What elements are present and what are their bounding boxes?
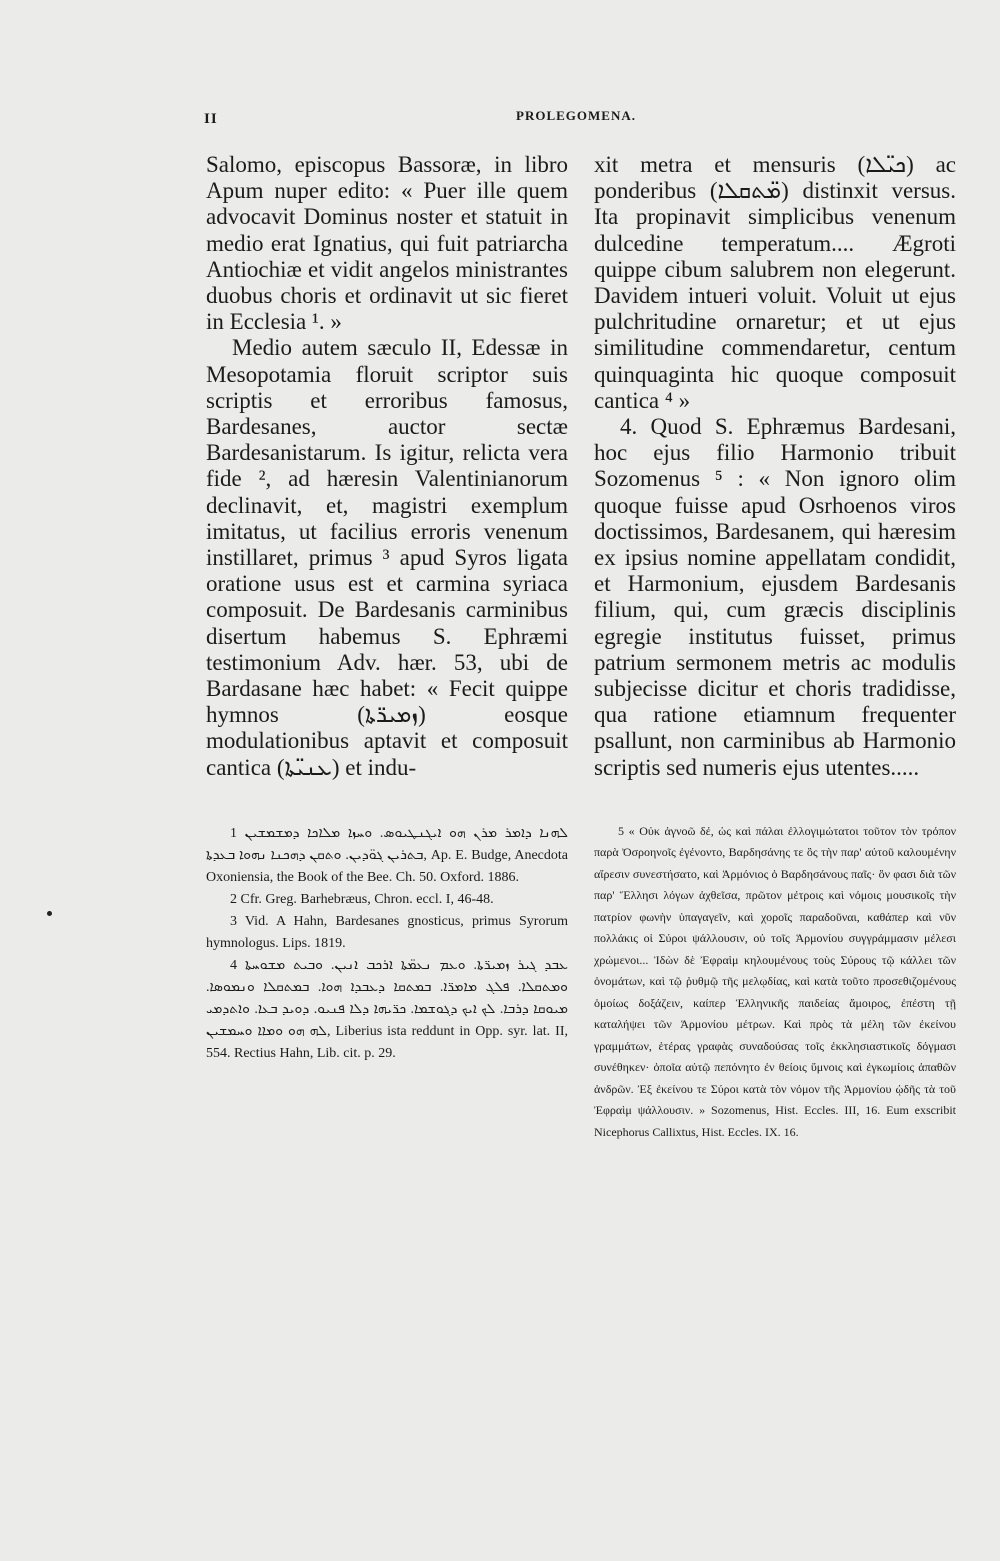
footnote-5: 5 « Οὐκ ἀγνοῶ δέ, ὡς καὶ πάλαι ἐλλογιμώτατοι τοῦτον τὸν τρόπον παρὰ Ὀσροηνοῖς ἐγένοντο, Βαρδησάνης τε ὃς τὴν παρ' αὐτοῦ καλουμένην αἵρεσιν συνεστήσατο, καὶ Ἁρμόνιος ὁ Βαρδησάνους παῖς· ὃν φασι διὰ τῶν παρ' Ἕλλησι λόγων ἀχθεῖσα, πρῶτον μέτροις καὶ νόμοις μουσικοῖς τὴν πατρίον φωνὴν ὑπαγαγεῖν, καὶ χοροῖς παραδοῦναι, καθάπερ καὶ νῦν πολλάκις οἱ Σύροι ψάλλουσιν, οὐ τοῖς Ἁρμονίου συγγράμμασιν μέλεσι χρώμενοι... Ἰδὼν δὲ Ἐφραὶμ κηλουμένους τοὺς Σύρους τῷ κάλλει τῶν ὀνομάτων, καὶ τῷ ῥυθμῷ τῆς μελῳδίας, καὶ κατὰ τοῦτο προσεθιζομένους ὁμοίως δοξάζειν, καίπερ Ἑλληνικῆς παιδείας ἄμοιρος, ἐπέστη τῇ καταλήψει τῶν Ἁρμονίου μέτρων. Καὶ πρὸς τὰ μέλη τῶν ἐκείνου γραμμάτων, ἑτέρας γραφὰς συναδούσας τοῖς ἐκκλησιαστικοῖς δόγμασι συνέθηκεν· ὁποῖα αὐτῷ πεπόνητο ἐν θείοις ὕμνοις καὶ ἐγκωμίοις ἀπαθῶν ἀνδρῶν. Ἐξ ἐκείνου τε Σύροι κατὰ τὸν νόμον τῆς Ἁρμονίου ᾠδῆς τὰ τοῦ Ἐφραὶμ ψάλλουσιν. » Sozomenus, Hist. Eccles. III, 16. Eum exscribit Nicephorus Callixtus, Hist. Eccles. IX. 16.: [594, 823, 956, 1139]
left-footnotes: [206, 823, 568, 1065]
page-number: II: [204, 111, 218, 127]
paragraph-salomo: Salomo, episcopus Bassoræ, in libro Apum nuper edito: « Puer ille quem advocavit Dominus noster et statuit in medio erat Ignatius, qui fuit patriarcha Antiochiæ et vidit angelos ministrantes duobus choris et ordinavit ut sic fieret in Ecclesia ¹. »: [206, 152, 568, 335]
right-body-text: [594, 152, 956, 781]
left-body-text: [206, 152, 568, 781]
footnote-1: 1 ܠܗܢܐ ܕܐܡܪ ܡܪܢ ܗܘ ܐܝܓܢܛܝܘܣ. ܘܚܙܐ ܡܠܐܟܐ ܕܡܫܡܫܝܢ ܒܬܪܝܢ ܓܘ̈ܕܝܢ. ܘܬܩܢ ܕܗܟܢܐ ܢܗܘܐ ܒܥܕܬܐ, Ap. E. Budge, Anecdota Oxoniensia, the Book of the Bee. Ch. 50. Oxford. 1886.: [206, 825, 569, 885]
ink-speck: [47, 911, 52, 916]
left-column: [206, 152, 568, 1065]
paragraph-section-4: 4. Quod S. Ephræmus Bardesani, hoc ejus filio Harmonio tribuit Sozomenus ⁵ : « Non ignoro olim quoque fuisse apud Osrhoenos viros doctissimos, Bardesanem, qui hæresim ex ipsius nomine appellatam condidit, et Harmonium, ejusdem Bardesanis filium, qui, cum græcis disciplinis egregie institutus fuisset, primus patrium sermonem metris ac modulis subjecisse dicitur et choris tradidisse, qua ratione etiamnum frequenter psallunt, non carminibus ab Harmonio scriptis sed numeris ejus utentes.....: [594, 414, 956, 780]
right-footnotes: [594, 821, 956, 1144]
footnote-2: 2 Cfr. Greg. Barhebræus, Chron. eccl. I, 46-48.: [230, 891, 494, 907]
right-column: [594, 152, 956, 1143]
footnote-4: 4 ܥܒܕ ܓܝܪ ܙܡܝܪ̈ܬܐ. ܘܥܡ ܢܥܡ̈ܬܐ ܐܪܟܒ ܐܢܝܢ. ܘܒܝܬ ܡܫܘܚܬܐ ܘܡܬܩܠܐ. ܦܠܓ ܡܐܡܪ̈ܐ. ܒܡܬܩܐ ܕܥܒܕܐ ܗܘܐ. ܒܡܬܩܠܐ ܘܢܡܘܣܐ. ܡܝܘܩܐ ܕܪܒܐ. ܠܟ ܐܝܟ ܕܓܘܫܡܐ. ܟܪ̈ܝܗܐ ܕܠܐ ܦܢܝܘ. ܕܘܝܕ ܒܥܐ. ܘܐܬܕܡܝ ܠܗ ܗܘ ܘܡܐܐ ܘܚܡܫܝܢ, Liberius ista reddunt in Opp. syr. lat. II, 554. Rectius Hahn, Lib. cit. p. 29.: [206, 957, 568, 1061]
footnote-3: 3 Vid. A Hahn, Bardesanes gnosticus, primus Syrorum hymnologus. Lips. 1819.: [206, 913, 568, 951]
running-head: PROLEGOMENA.: [516, 108, 636, 123]
paragraph-bardesanes: Medio autem sæculo II, Edessæ in Mesopotamia floruit scriptor suis scriptis et erroribus famosus, Bardesanes, auctor sectæ Bardesanistarum. Is igitur, relicta vera fide ², ad hæresin Valentinianorum declinavit, et, magistri exemplum imitatus, ut facilius erroris venenum instillaret, primus ³ apud Syros ligata oratione usus est et carmina syriaca composuit. De Bardesanis carminibus disertum habemus S. Ephræmi testimonium Adv. hær. 53, ubi de Bardasane hæc habet: « Fecit quippe hymnos (ܙܡܝܪ̈ܬܐ) eosque modulationibus aptavit et composuit cantica (ܥܢܝ̈ܬܐ) et indu-: [206, 335, 569, 780]
paragraph-metra: xit metra et mensuris (ܟܝ̈ܠܐ) ac ponderibus (ܡ̈ܬܩܠܐ) distinxit versus. Ita propinavit simplicibus venenum dulcedine temperatum.... Ægroti quippe cibum salubrem non elegerunt. Davidem intueri voluit. Voluit ut ejus pulchritudine ornaretur; et ut ejus similitudine commendaretur, centum quinquaginta hic quoque composuit cantica ⁴ »: [594, 152, 956, 413]
